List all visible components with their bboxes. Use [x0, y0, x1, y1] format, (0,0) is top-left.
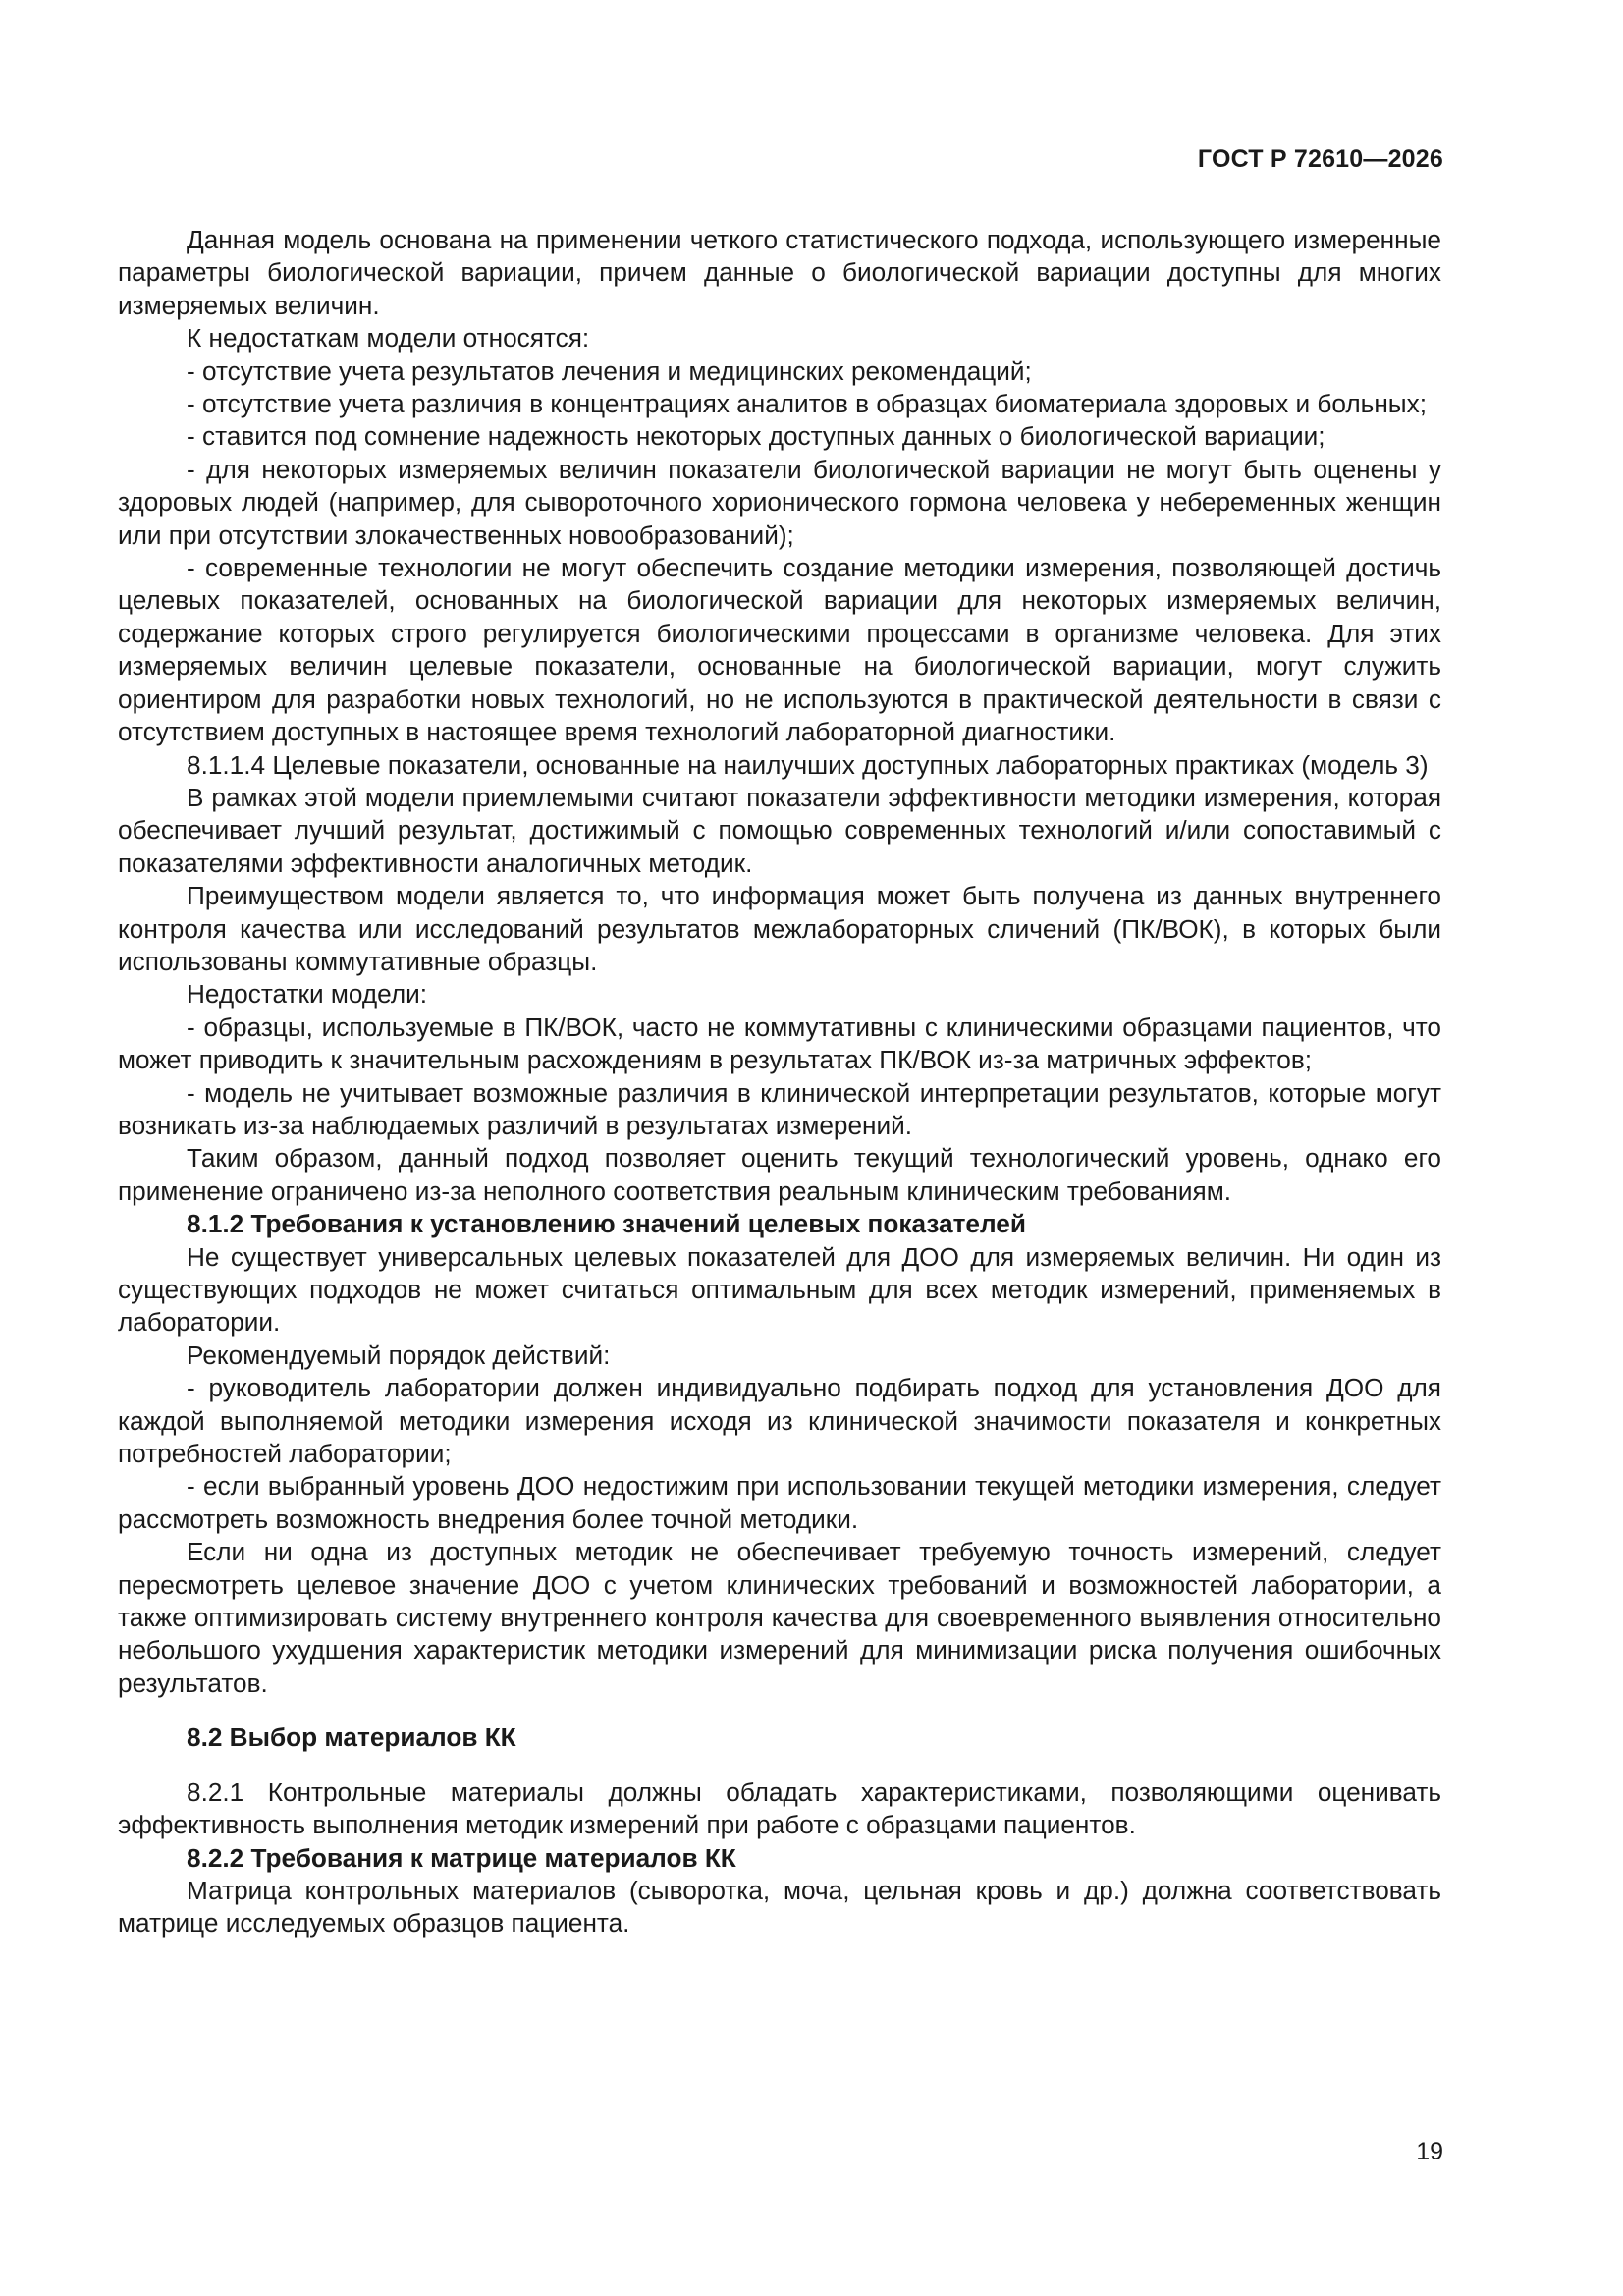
list-item: - если выбранный уровень ДОО недостижим при использовании текущей методики измерения, следует рассмотреть возможность внедрения более точной методики. — [118, 1471, 1441, 1534]
paragraph: Таким образом, данный подход позволяет оценить текущий технологический уровень, однако его применение ограничено из-за неполного соответствия реальным клиническим требованиям. — [118, 1143, 1441, 1206]
document-code: ГОСТ Р 72610—2026 — [1197, 145, 1443, 173]
list-item: - современные технологии не могут обеспечить создание методики измерения, позволяющей достичь целевых показателей, основанных на биологической вариации для некоторых измеряемых величин, содержание которых строго регулируется биологическими процессами в организме человека. Для этих измеряемых величин целевые показатели, основанные на биологической вариации, могут служить ориентиром для разработки новых технологий, но не используются в практической деятельности в связи с отсутствием доступных в настоящее время технологий лабораторной диагностики. — [118, 553, 1441, 747]
paragraph: Рекомендуемый порядок действий: — [187, 1339, 611, 1370]
list-item: - руководитель лаборатории должен индивидуально подбирать подход для установления ДОО для каждой выполняемой методики измерения исходя из клинической значимости показателя и конкретных потребностей лаборатории; — [118, 1373, 1441, 1469]
list-item: - для некоторых измеряемых величин показатели биологической вариации не могут быть оценены у здоровых людей (например, для сывороточного хорионического гормона человека у небеременных женщин или при отсутствии злокачественных новообразований); — [118, 454, 1441, 550]
paragraph: Преимуществом модели является то, что информация может быть получена из данных внутреннего контроля качества или исследований результатов межлабораторных сличений (ПК/ВОК), в которых были использованы коммутативные образцы. — [118, 881, 1441, 976]
list-item: - образцы, используемые в ПК/ВОК, часто не коммутативны с клиническими образцами пациентов, что может приводить к значительным расхождениям в результатах ПК/ВОК из-за матричных эффектов; — [118, 1011, 1441, 1075]
list-item: - модель не учитывает возможные различия в клинической интерпретации результатов, которые могут возникать из-за наблюдаемых различий в результатах измерений. — [118, 1077, 1441, 1140]
paragraph: К недостаткам модели относятся: — [187, 323, 590, 354]
subsection-heading: 8.2.2 Требования к матрице материалов КК — [187, 1842, 736, 1873]
subsection-heading: 8.1.2 Требования к установлению значений целевых показателей — [187, 1209, 1026, 1239]
paragraph: Не существует универсальных целевых показателей для ДОО для измеряемых величин. Ни один из существующих подходов не может считаться оптимальным для всех методик измерений, применяемых в лаборатории. — [118, 1241, 1441, 1338]
paragraph: Если ни одна из доступных методик не обеспечивает требуемую точность измерений, следует пересмотреть целевое значение ДОО с учетом клинических требований и возможностей лаборатории, а также оптимизировать систему внутреннего контроля качества для своевременного выявления относительно небольшого ухудшения характеристик методики измерений для минимизации риска получения ошибочных результатов. — [118, 1537, 1441, 1698]
list-item: - отсутствие учета различия в концентрациях аналитов в образцах биоматериала здоровых и больных; — [187, 389, 1427, 419]
paragraph: Недостатки модели: — [187, 979, 428, 1010]
list-item: - отсутствие учета результатов лечения и медицинских рекомендаций; — [187, 355, 1032, 386]
paragraph: Матрица контрольных материалов (сыворотка, моча, цельная кровь и др.) должна соответствовать матрице исследуемых образцов пациента. — [118, 1875, 1441, 1939]
paragraph: В рамках этой модели приемлемыми считают показатели эффективности методики измерения, которая обеспечивает лучший результат, достижимый с помощью современных технологий и/или сопоставимый с показателями эффективности аналогичных методик. — [118, 782, 1441, 878]
section-heading: 8.2 Выбор материалов КК — [187, 1722, 516, 1753]
paragraph: Данная модель основана на применении четкого статистического подхода, использующего измеренные параметры биологической вариации, причем данные о биологической вариации доступны для многих измеряемых величин. — [118, 225, 1441, 320]
document-body — [118, 224, 1441, 1941]
paragraph: 8.2.1 Контрольные материалы должны обладать характеристиками, позволяющими оценивать эффективность выполнения методик измерений при работе с образцами пациентов. — [118, 1777, 1441, 1840]
paragraph: 8.1.1.4 Целевые показатели, основанные на наилучших доступных лабораторных практиках (модель 3) — [187, 749, 1429, 780]
page-number: 19 — [1416, 2138, 1443, 2165]
list-item: - ставится под сомнение надежность некоторых доступных данных о биологической вариации; — [187, 421, 1325, 452]
